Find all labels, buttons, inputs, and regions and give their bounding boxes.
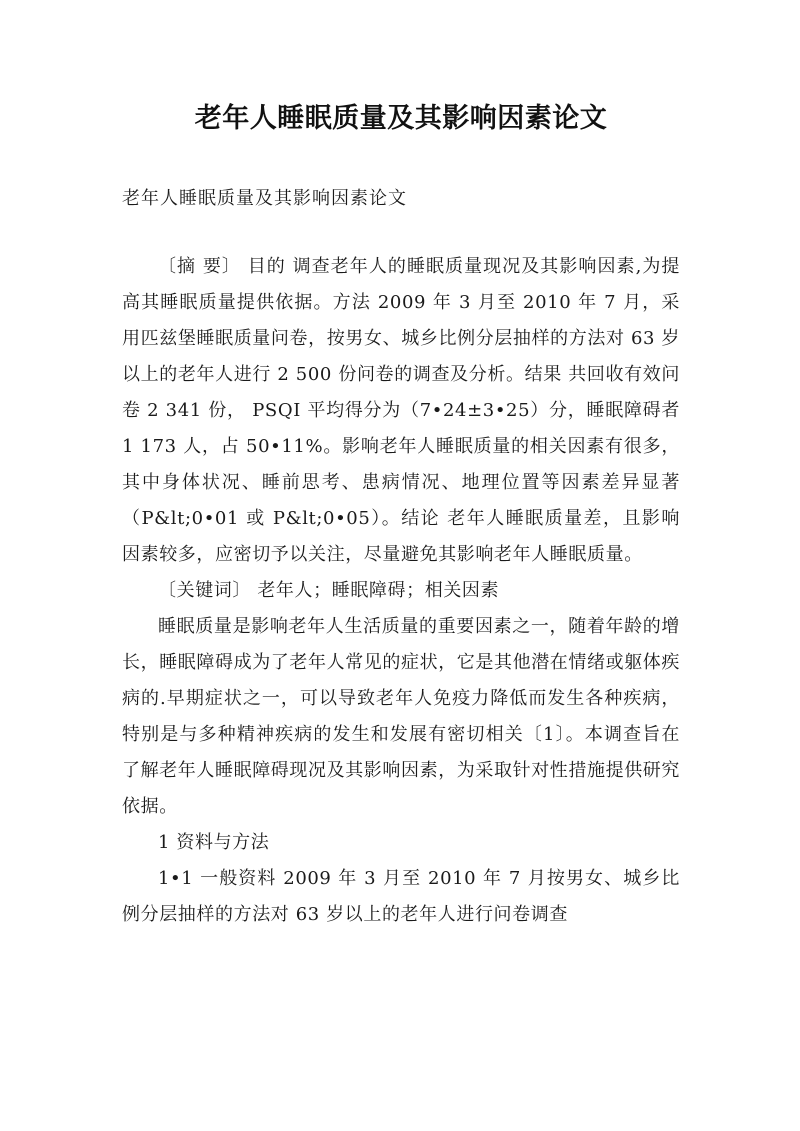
document-body — [122, 249, 680, 933]
abstract-paragraph: 〔摘 要〕 目的 调查老年人的睡眠质量现况及其影响因素,为提高其睡眠质量提供依据。方法 2009 年 3 月至 2010 年 7 月，采用匹兹堡睡眠质量问卷，按男女、城乡比例分层抽样的方法对 63 岁以上的老年人进行 2 500 份问卷的调查及分析。结果 共回收有效问卷 2 341 份， PSQI 平均得分为（7•24±3•25）分，睡眠障碍者 1 173 人，占 50•11%。影响老年人睡眠质量的相关因素有很多，其中身体状况、睡前思考、患病情况、地理位置等因素差异显著（P&lt;0•01 或 P&lt;0•05）。结论 老年人睡眠质量差，且影响因素较多，应密切予以关注，尽量避免其影响老年人睡眠质量。 — [122, 256, 680, 565]
section-heading: 1 资料与方法 — [158, 832, 270, 853]
method-paragraph: 1•1 一般资料 2009 年 3 月至 2010 年 7 月按男女、城乡比例分层抽样的方法对 63 岁以上的老年人进行问卷调查 — [122, 868, 680, 925]
document-title: 老年人睡眠质量及其影响因素论文 — [194, 103, 608, 134]
keywords-paragraph: 〔关键词〕 老年人；睡眠障碍；相关因素 — [158, 580, 500, 601]
intro-paragraph: 睡眠质量是影响老年人生活质量的重要因素之一，随着年龄的增长，睡眠障碍成为了老年人常见的症状，它是其他潜在情绪或躯体疾病的.早期症状之一，可以导致老年人免疫力降低而发生各种疾病，特别是与多种精神疾病的发生和发展有密切相关〔1〕。本调查旨在了解老年人睡眠障碍现况及其影响因素，为采取针对性措施提供研究依据。 — [122, 616, 680, 817]
document-subtitle: 老年人睡眠质量及其影响因素论文 — [122, 188, 407, 209]
